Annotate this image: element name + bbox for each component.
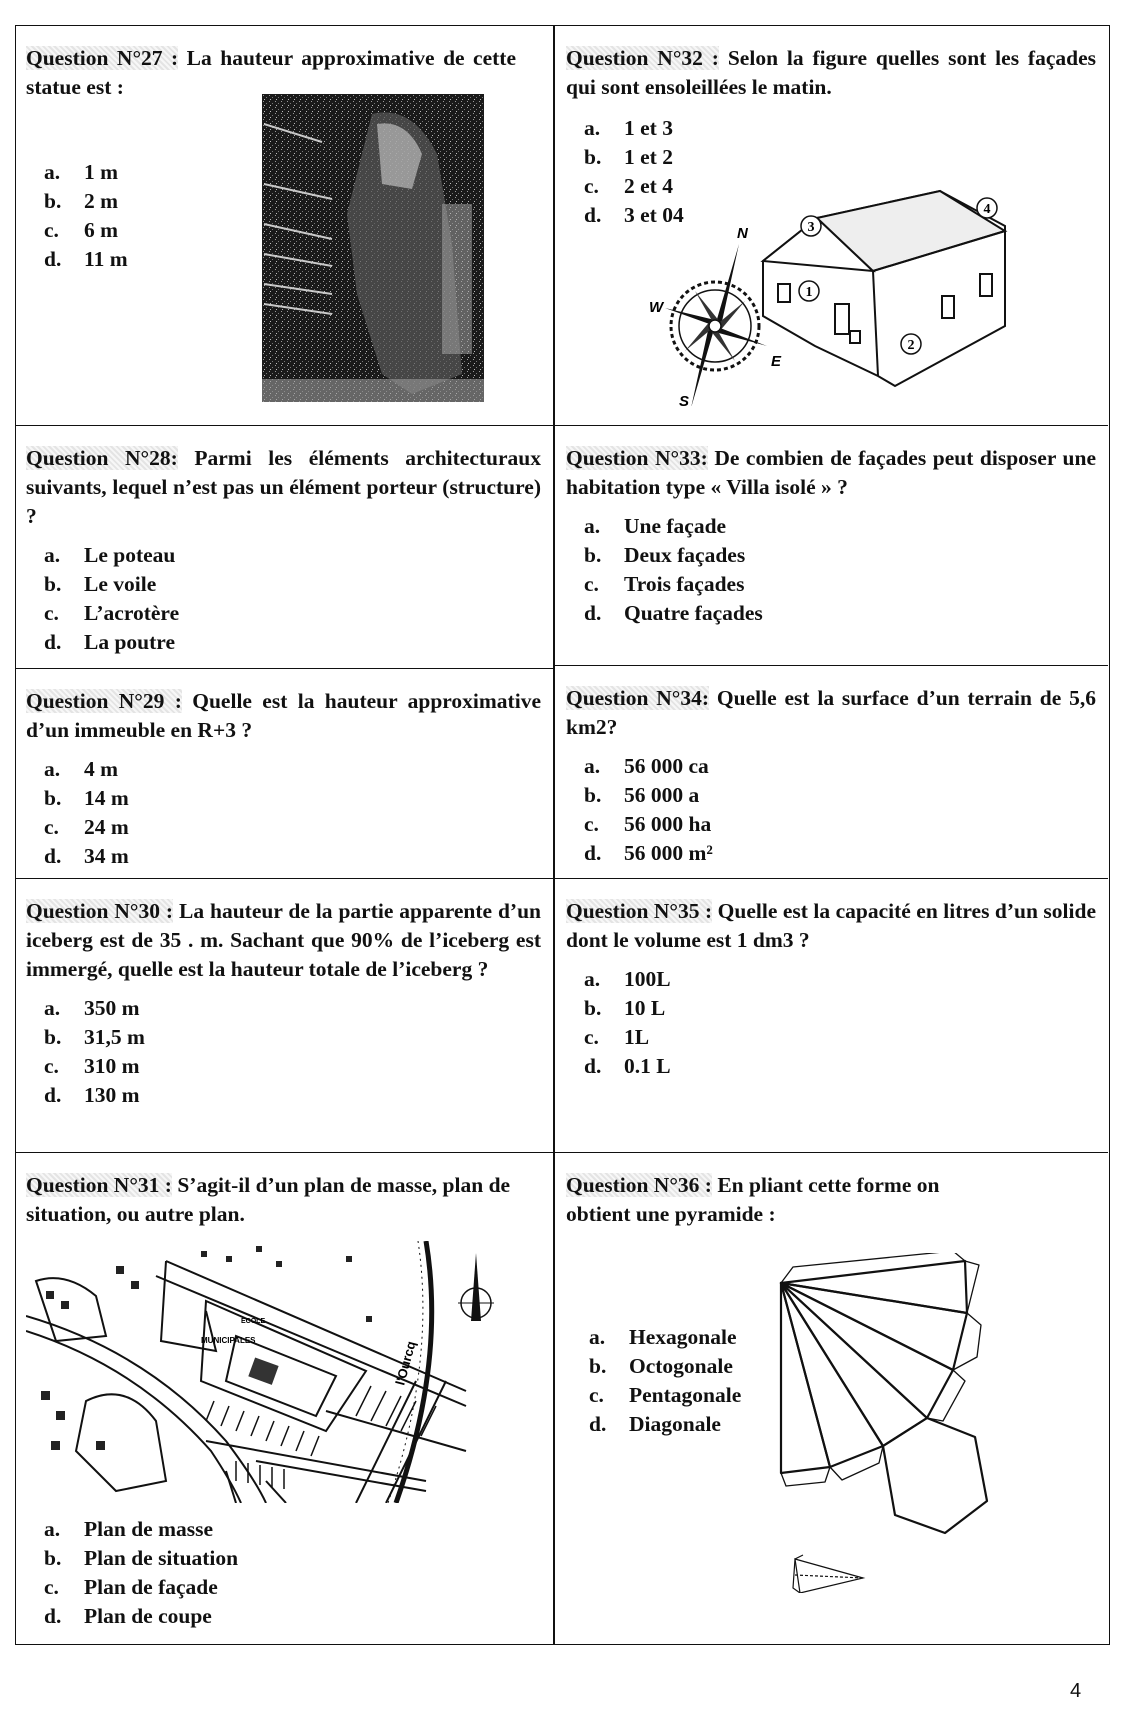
option-a[interactable]: a. 1 m [44, 160, 119, 184]
option-d[interactable]: d. Diagonale [589, 1412, 721, 1436]
question-text: La hauteur approximative de cette statue est : [26, 46, 516, 99]
option-d[interactable]: d. 3 et 04 [584, 203, 684, 227]
option-c[interactable]: c. L’acrotère [44, 601, 180, 625]
question-label: Question N°34: [566, 686, 710, 710]
question-label: Question N°30 : [26, 899, 174, 923]
option-a[interactable]: a. Plan de masse [44, 1517, 213, 1541]
north-arrow-icon [458, 1253, 494, 1321]
question-grid [15, 25, 1110, 1645]
options-list [584, 965, 1096, 1081]
map-label: ECOLE [241, 1318, 266, 1325]
option-c[interactable]: c. 2 et 4 [584, 174, 673, 198]
options-list [584, 752, 1096, 868]
option-c[interactable]: c. Plan de façade [44, 1575, 218, 1599]
option-b[interactable]: b. Plan de situation [44, 1546, 239, 1570]
question-31 [16, 1153, 553, 1646]
statue-photo [262, 94, 484, 402]
option-b[interactable]: b. 14 m [44, 786, 129, 810]
svg-text:4: 4 [983, 202, 991, 217]
house-compass-figure [635, 176, 1075, 406]
option-b[interactable]: b. 56 000 a [584, 783, 700, 807]
option-b[interactable]: b. 2 m [44, 189, 119, 213]
question-label: Question N°36 : [566, 1173, 712, 1197]
pyramid-sketch-icon [793, 1555, 863, 1593]
question-32 [555, 26, 1108, 426]
option-c[interactable]: c. 6 m [44, 218, 119, 242]
option-c[interactable]: c. 24 m [44, 815, 129, 839]
option-d[interactable]: d. 34 m [44, 844, 129, 868]
options-list [44, 755, 541, 871]
option-c[interactable]: c. 56 000 ha [584, 812, 712, 836]
question-36 [555, 1153, 1108, 1646]
question-28 [16, 426, 553, 669]
option-d[interactable]: d. 130 m [44, 1083, 140, 1107]
question-27 [16, 26, 553, 426]
option-d[interactable]: d. Quatre façades [584, 601, 763, 625]
map-label: MUNICIPALES [201, 1336, 256, 1345]
option-a[interactable]: a. Une façade [584, 514, 727, 538]
question-text: En pliant cette forme on obtient une pyramide : [566, 1173, 940, 1226]
options-list [589, 1323, 741, 1439]
option-b[interactable]: b. 10 L [584, 996, 666, 1020]
pyramid-net-figure [775, 1253, 1015, 1593]
question-label: Question N°31 : [26, 1173, 172, 1197]
option-d[interactable]: d. 0.1 L [584, 1054, 671, 1078]
question-35 [555, 879, 1108, 1153]
option-b[interactable]: b. 31,5 m [44, 1025, 145, 1049]
question-text: Quelle est la surface d’un terrain de 5,6 km2? [566, 686, 1097, 739]
option-d[interactable]: d. 11 m [44, 247, 128, 271]
question-text: S’agit-il d’un plan de masse, plan de situation, ou autre plan. [26, 1173, 511, 1226]
question-29 [16, 669, 553, 879]
question-label: Question N°29 : [26, 689, 182, 713]
option-a[interactable]: a. 350 m [44, 996, 140, 1020]
svg-text:S: S [679, 393, 690, 406]
option-b[interactable]: b. Deux façades [584, 543, 746, 567]
option-b[interactable]: b. 1 et 2 [584, 145, 673, 169]
option-d[interactable]: d. 56 000 m² [584, 841, 713, 865]
svg-text:W: W [649, 299, 664, 316]
option-c[interactable]: c. 310 m [44, 1054, 140, 1078]
question-label: Question N°35 : [566, 899, 713, 923]
svg-text:1: 1 [805, 285, 813, 300]
options-list [44, 1515, 238, 1631]
option-a[interactable]: a. 4 m [44, 757, 119, 781]
question-label: Question N°32 : [566, 46, 719, 70]
map-label: l'Ourcq [392, 1339, 419, 1387]
option-c[interactable]: c. Pentagonale [589, 1383, 742, 1407]
options-list [44, 994, 541, 1110]
question-label: Question N°33: [566, 446, 708, 470]
question-text: La hauteur de la partie apparente d’un iceberg est de 35 . m. Sachant que 90% de l’iceberg est immergé, quelle est la hauteur totale de l’iceberg ? [26, 899, 542, 981]
question-text: Quelle est la hauteur approximative d’un immeuble en R+3 ? [26, 689, 541, 742]
question-34 [555, 666, 1108, 879]
page-number: 4 [1070, 1680, 1082, 1702]
svg-text:N: N [737, 225, 748, 242]
option-a[interactable]: a. Hexagonale [589, 1325, 737, 1349]
option-c[interactable]: c. Trois façades [584, 572, 745, 596]
options-list [44, 541, 541, 657]
question-text: Parmi les éléments architecturaux suivants, lequel n’est pas un élément porteur (structure) ? [26, 446, 542, 528]
question-label: Question N°27 : [26, 46, 179, 70]
option-a[interactable]: a. 56 000 ca [584, 754, 709, 778]
option-d[interactable]: d. La poutre [44, 630, 175, 654]
option-a[interactable]: a. 1 et 3 [584, 116, 673, 140]
svg-text:2: 2 [907, 338, 915, 353]
svg-text:3: 3 [807, 220, 815, 235]
option-d[interactable]: d. Plan de coupe [44, 1604, 212, 1628]
question-text: De combien de façades peut disposer une habitation type « Villa isolé » ? [566, 446, 1096, 499]
question-text: Selon la figure quelles sont les façades qui sont ensoleillées le matin. [566, 46, 1097, 99]
option-a[interactable]: a. Le poteau [44, 543, 176, 567]
option-b[interactable]: b. Le voile [44, 572, 157, 596]
options-list [584, 512, 1096, 628]
svg-text:E: E [771, 353, 782, 370]
option-c[interactable]: c. 1L [584, 1025, 650, 1049]
site-map [26, 1241, 506, 1503]
question-30 [16, 879, 553, 1153]
question-33 [555, 426, 1108, 666]
question-text: Quelle est la capacité en litres d’un solide dont le volume est 1 dm3 ? [566, 899, 1096, 952]
question-label: Question N°28: [26, 446, 178, 470]
option-b[interactable]: b. Octogonale [589, 1354, 733, 1378]
option-a[interactable]: a. 100L [584, 967, 671, 991]
